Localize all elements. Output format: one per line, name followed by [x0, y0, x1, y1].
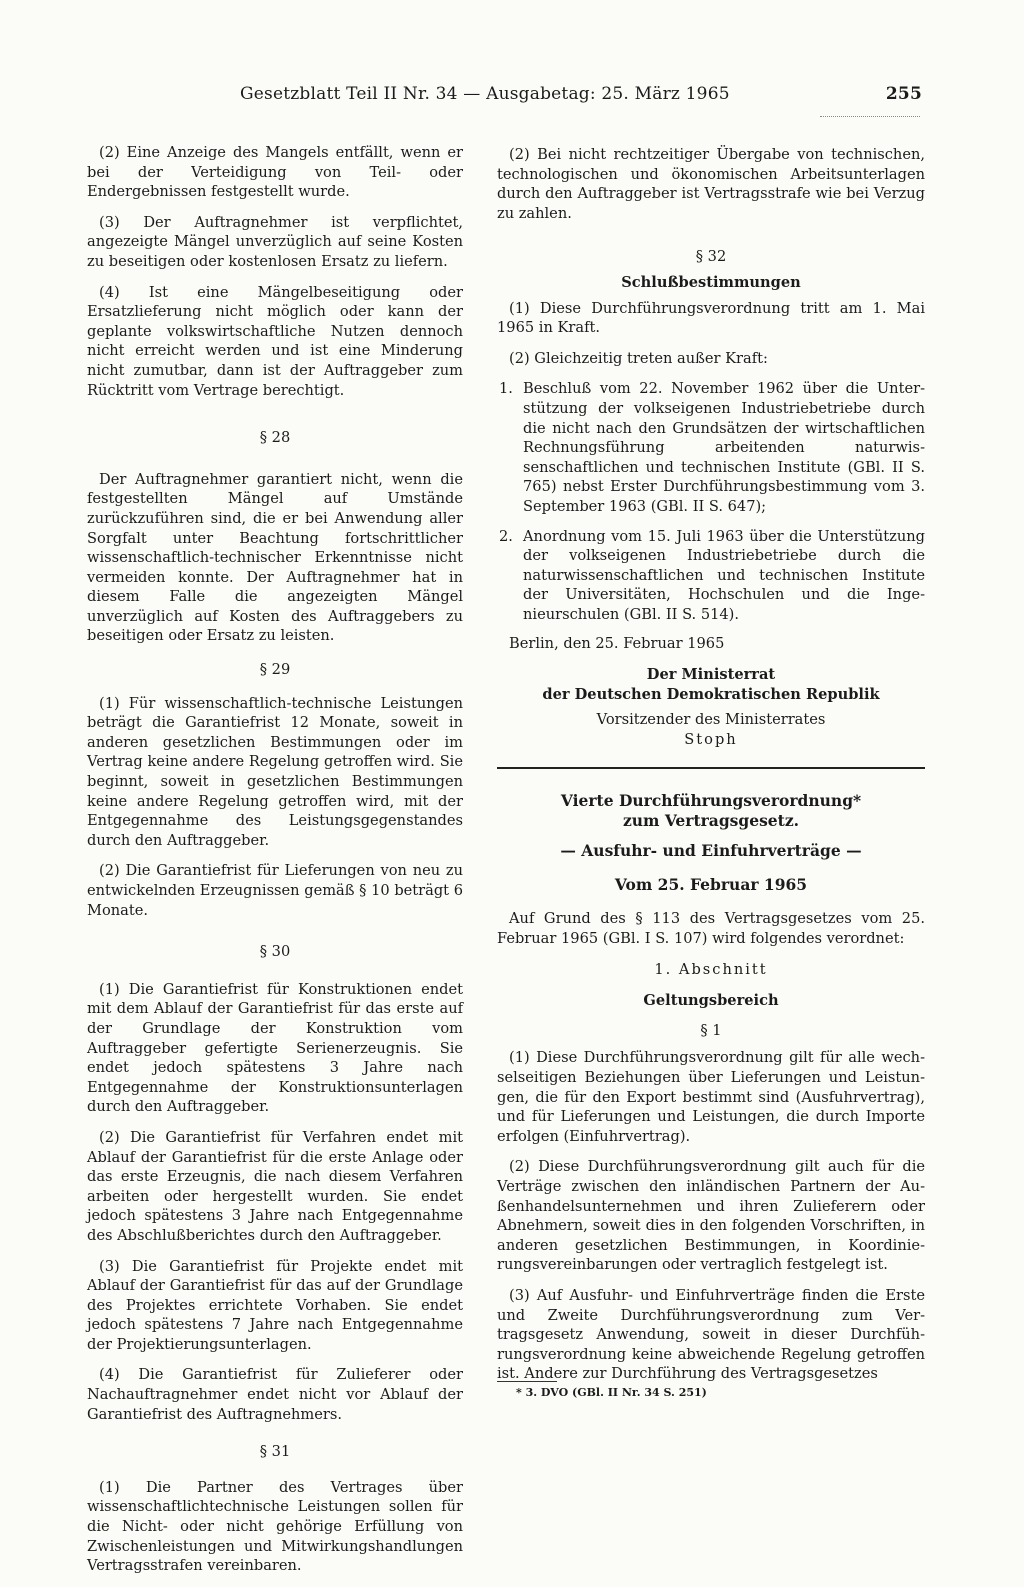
paragraph: (2) Bei nicht rechtzeitiger Übergabe von technischen, technologischen und ökonomischen Arbeitsunterlagen durch den Auftraggeber ist Vertragsstrafe wie bei Verzug zu zahlen. — [497, 146, 925, 222]
header-rule — [820, 116, 920, 117]
list-text: Beschluß vom 22. November 1962 über die Unterstützung der volkseigenen Industriebetriebe durch die nicht nach den Grundsätzen der wirtschaftlichen Rechnungsführung arbeitenden naturwissenschaftlichen und technischen Institute (GBl. II S. 765) nebst Erster Durchführungsbestimmung vom 3. September 1963 (GBl. II S. 647); — [523, 380, 925, 515]
decree-date: Vom 25. Februar 1965 — [614, 875, 808, 895]
council-name-line2: der Deutschen Demokratischen Republik — [542, 685, 880, 703]
decree-title-line1: Vierte Durchführungsverordnung* — [560, 791, 862, 811]
paragraph: (1) Die Partner des Vertrages über wissenschaftlichtechnische Leistungen sollen für die Nicht- oder nicht gehörige Erfüllung von Zwischenleistungen und Mitwirkungshandlungen Vertragsstrafen vereinbaren. — [87, 1478, 463, 1575]
list-text: Anordnung vom 15. Juli 1963 über die Unterstützung der volkseigenen Industriebetriebe durch die naturwissenschaftlichen und technischen Institute der Universitäten, Hochschulen und die Ingenieurschulen (GBl. II S. 514). — [523, 527, 925, 623]
chairman-name: Stoph — [684, 730, 738, 748]
decree-subtitle: — Ausfuhr- und Einfuhrverträge — — [560, 841, 862, 861]
section-31-heading: § 31 — [259, 1443, 291, 1461]
chairman-title: Vorsitzender des Ministerrates — [596, 711, 826, 729]
paragraph: (1) Für wissenschaftlich-technische Leistungen beträgt die Garantiefrist 12 Monate, soweit in anderen gesetzlichen Bestimmungen oder im Vertrag keine andere Regelung getroffen wird. Sie beginnt, soweit in gesetzlichen Bestimmungen keine andere Regelung getroffen wird, mit der Entgegennahme des Leistungsgegenstandes durch den Auftraggeber. — [87, 694, 463, 849]
paragraph: (2) Die Garantiefrist für Verfahren endet mit Ablauf der Garantiefrist für die erste Anlage oder das erste Erzeugnis, die nach diesem Verfahren arbeiten oder hergestellt wurden. Sie endet jedoch spätestens 3 Jahre nach Entgegennahme des Abschlußberichtes durch den Auftraggeber. — [87, 1128, 463, 1244]
section-1-heading: § 1 — [700, 1021, 722, 1039]
paragraph: (4) Die Garantiefrist für Zulieferer oder Nachauftragnehmer endet nicht vor Ablauf der Garantiefrist des Auftragnehmers. — [87, 1366, 463, 1423]
left-column — [87, 143, 463, 1587]
section-divider — [497, 767, 925, 769]
paragraph: (2) Diese Durchführungsverordnung gilt auch für die Verträge zwischen den inländischen Partnern der Außenhandelsunternehmen und ihren Zulieferern oder Abnehmern, soweit dies in den folgenden Vorschriften, in anderen gesetzlichen Bestimmungen, in Koordinierungsvereinbarungen oder vertraglich festgelegt ist. — [497, 1158, 925, 1274]
paragraph: (3) Auf Ausfuhr- und Einfuhrverträge finden die Erste und Zweite Durchführungsverordnung zum Vertragsgesetz Anwendung, soweit in dieser Durchführungsverordnung keine abweichende Regelung getroffen ist. Andere zur Durchführung des Vertragsgesetzes — [497, 1286, 925, 1383]
list-item — [497, 379, 925, 516]
paragraph: (2) Die Garantiefrist für Lieferungen von neu zu entwickelnden Erzeugnissen gemäß § 10 beträgt 6 Monate. — [87, 862, 463, 919]
decree-title-line2: zum Vertragsgesetz. — [622, 811, 800, 831]
page-number: 255 — [885, 84, 922, 104]
chapter-title: Geltungsbereich — [643, 992, 779, 1010]
paragraph: (1) Diese Durchführungsverordnung gilt für alle wechselseitigen Beziehungen über Lieferungen und Leistungen, die für den Export bestimmt sind (Ausfuhrvertrag), und für Lieferungen und Leistungen, die durch Importe erfolgen (Einfuhrvertrag). — [497, 1049, 925, 1145]
paragraph: (1) Die Garantiefrist für Konstruktionen endet mit dem Ablauf der Garantiefrist für das erste auf der Grundlage der Konstruktion vom Auftraggeber gefertigte Serienerzeugnis. Sie endet jedoch spätestens 3 Jahre nach Entgegennahme der Konstruktionsunterlagen durch den Auftraggeber. — [87, 980, 463, 1116]
preamble: Auf Grund des § 113 des Vertragsgesetzes vom 25. Februar 1965 (GBl. I S. 107) wird folgendes verordnet: — [497, 910, 925, 948]
paragraph: (2) Gleichzeitig treten außer Kraft: — [509, 349, 768, 367]
paragraph: (3) Der Auftragnehmer ist verpflichtet, angezeigte Mängel unverzüglich auf seine Kosten zu beseitigen oder kostenlosen Ersatz zu liefern. — [87, 213, 463, 270]
list-item — [497, 527, 925, 625]
list-number: 1. — [499, 380, 513, 398]
chapter-heading: 1. Abschnitt — [654, 960, 768, 978]
council-name-line1: Der Ministerrat — [646, 666, 776, 684]
section-32-heading: § 32 — [695, 248, 727, 266]
place-date: Berlin, den 25. Februar 1965 — [509, 635, 725, 653]
footnote: * 3. DVO (GBl. II Nr. 34 S. 251) — [516, 1386, 707, 1399]
paragraph: (4) Ist eine Mängelbeseitigung oder Ersatzlieferung nicht möglich oder kann der geplante volkswirtschaftliche Nutzen dennoch nicht erreicht werden und ist eine Minderung nicht zumutbar, dann ist der Auftraggeber zum Rücktritt vom Vertrage berechtigt. — [87, 283, 463, 399]
section-29-heading: § 29 — [259, 661, 291, 679]
gazette-title: Gesetzblatt Teil II Nr. 34 — Ausgabetag: 25. März 1965 — [240, 84, 730, 104]
section-32-title: Schlußbestimmungen — [621, 273, 801, 291]
paragraph: Der Auftragnehmer garantiert nicht, wenn die festgestellten Mängel auf Umstände zurückzuführen sind, die er bei Anwendung aller Sorgfalt unter Beachtung fortschrittlicher wissenschaftlich-technischer Erkenntnisse nicht vermeiden konnte. Der Auftragnehmer hat in diesem Falle die angezeigten Mängel unverzüglich auf Kosten des Auftraggebers zu beseitigen oder Ersatz zu leisten. — [87, 470, 463, 645]
list-number: 2. — [499, 527, 513, 545]
section-28-heading: § 28 — [259, 429, 291, 447]
footnote-rule — [497, 1381, 557, 1382]
right-column — [497, 145, 925, 1395]
paragraph: (3) Die Garantiefrist für Projekte endet mit Ablauf der Garantiefrist für das auf der Grundlage des Projektes errichtete Vorhaben. Sie endet jedoch spätestens 7 Jahre nach Entgegennahme der Projektierungsunterlagen. — [87, 1257, 463, 1353]
paragraph: (2) Eine Anzeige des Mangels entfällt, wenn er bei der Verteidigung von Teil- oder Endergebnissen festgestellt wurde. — [87, 144, 463, 201]
page-header — [232, 84, 922, 112]
paragraph: (1) Diese Durchführungsverordnung tritt am 1. Mai 1965 in Kraft. — [497, 299, 925, 337]
section-30-heading: § 30 — [259, 943, 291, 961]
